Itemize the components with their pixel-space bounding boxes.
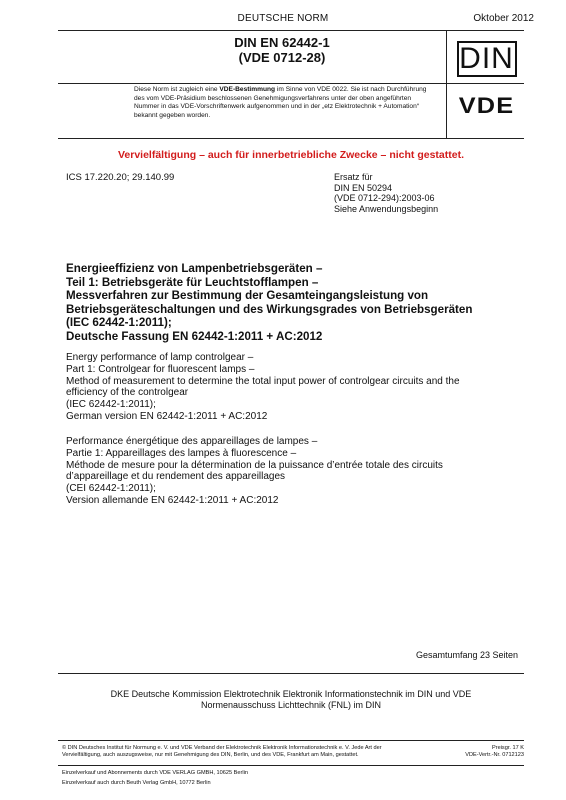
title-fr-line: Partie 1: Appareillages des lampes à fluorescence – — [66, 447, 297, 459]
footer-inner-rule — [58, 765, 524, 766]
title-french — [66, 436, 516, 507]
sales-line: Einzelverkauf auch durch Beuth Verlag GmbH, 10772 Berlin — [62, 780, 211, 786]
title-en-line: Method of measurement to determine the total input power of controlgear circuits and the — [66, 375, 460, 387]
vde-classification: (VDE 0712-28) — [238, 50, 326, 65]
vde-note-rest: im Sinne von VDE 0022. Sie ist nach Durchführung des vom VDE-Präsidium beschlossenen Genehmigungsverfahrens unter der oben angeführten Nummer in das VDE-Vorschriftenwerk aufgenommen und in der „etz Elektrotechnik + Automation“ bekannt gegeben worden. — [134, 86, 427, 119]
title-fr-line: Performance énergétique des appareillages de lampes – — [66, 436, 318, 447]
din-logo — [449, 35, 524, 82]
dke-committee — [58, 689, 524, 711]
title-fr-line: d’appareillage et du rendement des appareillages — [66, 471, 286, 483]
title-de-line: Deutsche Fassung EN 62442-1:2011 + AC:2012 — [66, 329, 323, 343]
sales-line: Einzelverkauf und Abonnements durch VDE VERLAG GMBH, 10625 Berlin — [62, 770, 248, 776]
vde-note-lead: Diese Norm ist zugleich eine — [134, 86, 220, 93]
total-pages: Gesamtumfang 23 Seiten — [415, 650, 518, 660]
din-logo-text: DIN — [459, 41, 514, 75]
title-de-line: Teil 1: Betriebsgeräte für Leuchtstofflampen – — [66, 275, 319, 289]
copyright-notice: © DIN Deutsches Institut für Normung e. V. und VDE Verband der Elektrotechnik Elektronik Informationstechnik e. V. Jede Art der Vervielfältigung, auch auszugsweise, nur mit Genehmigung des DIN, Berlin, und des VDE, Frankfurt am Main, gestattet. — [62, 745, 382, 758]
title-english — [66, 352, 516, 423]
price-info — [465, 745, 524, 759]
title-german — [66, 262, 506, 344]
top-rule — [58, 30, 524, 31]
dke-line: DKE Deutsche Kommission Elektrotechnik Elektronik Informationstechnik im DIN und VDE — [110, 689, 472, 699]
vde-order-number: VDE-Vertr.-Nr. 0712123 — [465, 752, 524, 758]
title-de-line: Messverfahren zur Bestimmung der Gesamteingangsleistung von — [66, 289, 429, 303]
replacement-line: (VDE 0712-294):2003-06 — [334, 193, 435, 204]
dke-rule — [58, 673, 524, 674]
title-en-line: (IEC 62442-1:2011); — [66, 399, 156, 411]
replacement-line: DIN EN 50294 — [334, 182, 393, 193]
reproduction-warning: Vervielfältigung – auch für innerbetriebliche Zwecke – nicht gestattet. — [117, 149, 464, 161]
title-fr-line: Méthode de mesure pour la détermination de la puissance d’entrée totale des circuits — [66, 459, 443, 471]
title-de-line: (IEC 62442-1:2011); — [66, 316, 172, 330]
title-rule — [58, 83, 524, 84]
title-fr-line: (CEI 62442-1:2011); — [66, 483, 156, 495]
footer-rule — [58, 740, 524, 741]
title-en-line: Part 1: Controlgear for fluorescent lamps – — [66, 363, 255, 375]
price-group: Preisgr. 17 K — [491, 745, 524, 751]
standard-number — [120, 35, 444, 65]
replacement-info — [334, 172, 438, 214]
logo-divider — [446, 31, 447, 83]
title-en-line: efficiency of the controlgear — [66, 387, 189, 399]
vde-determination-note — [134, 86, 438, 120]
replacement-line: Siehe Anwendungsbeginn — [334, 203, 439, 214]
replacement-line: Ersatz für — [334, 172, 373, 182]
ics-codes: ICS 17.220.20; 29.140.99 — [66, 172, 175, 183]
document-type-label: DEUTSCHE NORM — [237, 13, 329, 24]
title-en-line: Energy performance of lamp controlgear – — [66, 352, 254, 363]
title-fr-line: Version allemande EN 62442-1:2011 + AC:2012 — [66, 494, 279, 506]
vde-rule — [58, 138, 524, 139]
vde-note-bold: VDE-Bestimmung — [219, 86, 276, 93]
dke-line: Normenausschuss Lichttechnik (FNL) im DIN — [200, 700, 382, 710]
title-de-line: Betriebsgeräteschaltungen und des Wirkungsgrades von Betriebsgeräten — [66, 302, 473, 316]
title-en-line: German version EN 62442-1:2011 + AC:2012 — [66, 410, 268, 422]
vde-logo: VDE — [458, 93, 515, 118]
title-de-line: Energieeffizienz von Lampenbetriebsgeräten – — [66, 262, 323, 275]
standard-id: DIN EN 62442-1 — [234, 35, 330, 50]
sales-info — [62, 768, 248, 788]
publication-date: Oktober 2012 — [473, 13, 534, 24]
